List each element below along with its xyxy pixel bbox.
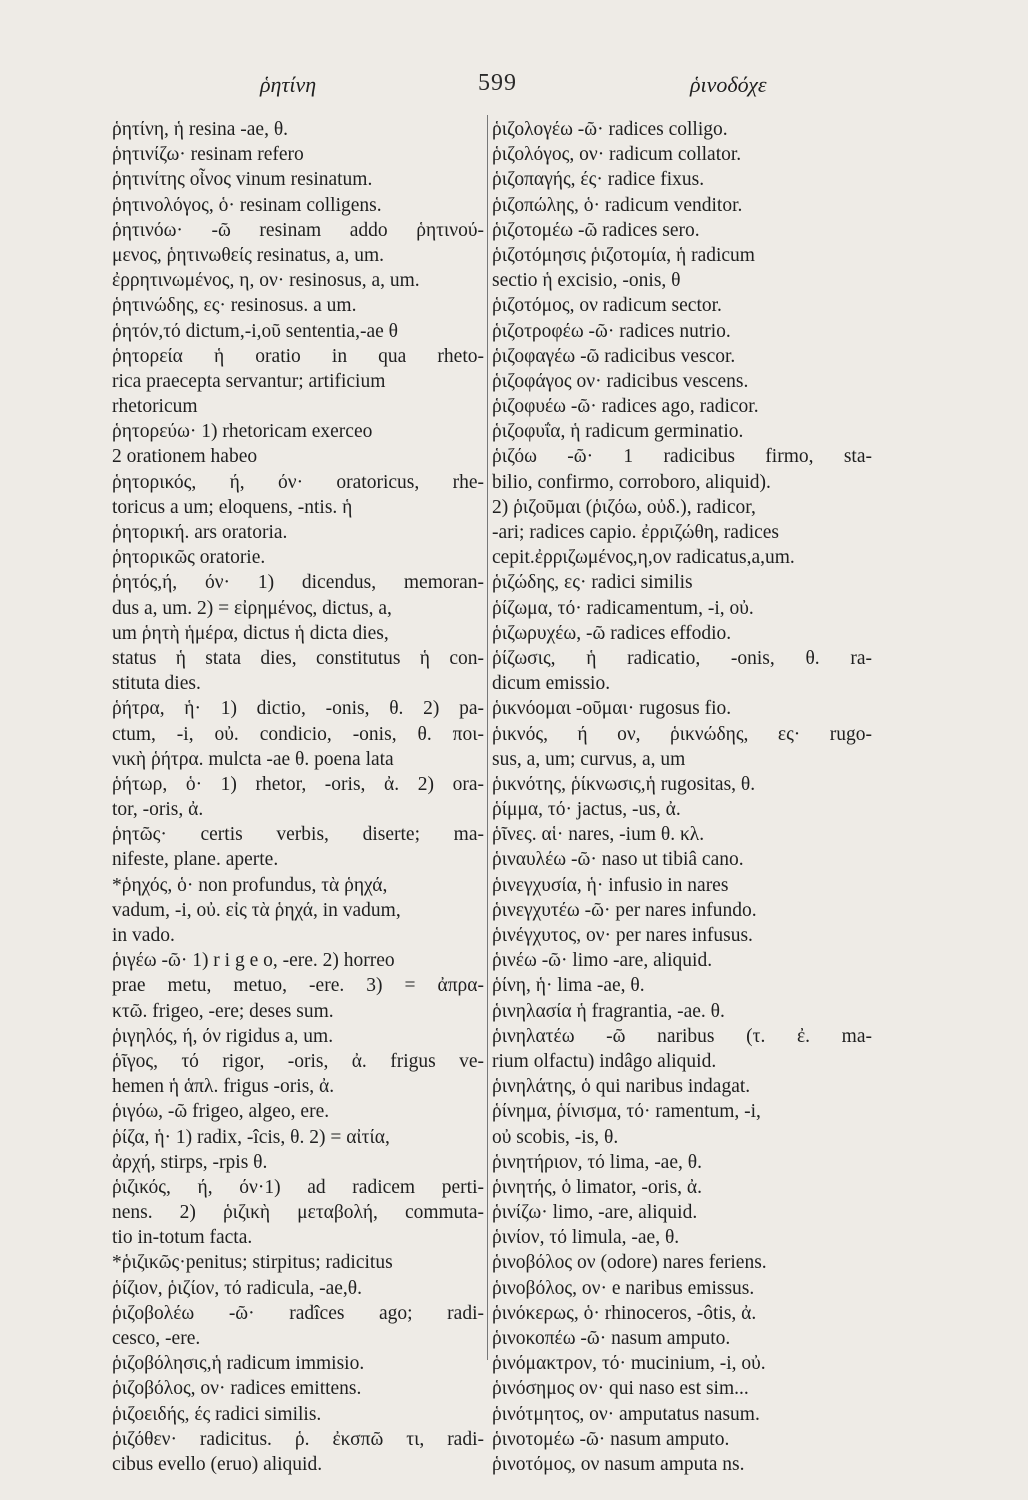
text-line: ῥινέγχυτος, ον· per nares infusus. <box>492 925 753 946</box>
text-line: rium olfactu) indâgo aliquid. <box>492 1050 717 1072</box>
text-line: ῥητινίτης οἶνος vinum resinatum. <box>112 169 373 191</box>
text-line: ῥήτρα, ἡ· 1) dictio, -onis, θ. 2) pa- <box>112 698 484 720</box>
text-line: ῥινηλασία ἡ fragrantia, -ae. θ. <box>492 1000 725 1022</box>
text-line: cesco, -ere. <box>112 1328 201 1349</box>
text-line: ῥιζοτόμησις ῥιζοτομία, ἡ radicum <box>492 244 755 266</box>
text-line: ῥιζοτομέω -ῶ radices sero. <box>492 219 700 241</box>
text-line: *ῥιζικῶς·penitus; stirpitus; radicitus <box>112 1252 393 1274</box>
text-line: ῥιζοφάγος ον· radicibus vescens. <box>492 370 749 392</box>
text-line: μενος, ῥητινωθείς resinatus, a, um. <box>112 244 384 266</box>
text-line: ῥιγηλός, ή, όν rigidus a, um. <box>112 1025 334 1047</box>
text-line: ῥιζοφυέω -ῶ· radices ago, radicor. <box>492 396 759 418</box>
text-line: ῥιζοπαγής, ές· radice fixus. <box>492 169 705 191</box>
text-line: ῥινότμητος, ον· amputatus nasum. <box>492 1403 760 1425</box>
text-line: ctum, -i, οὐ. condicio, -onis, θ. ποι- <box>112 723 484 745</box>
column-divider <box>487 115 488 1360</box>
text-line: ῥινίον, τό limula, -ae, θ. <box>492 1227 680 1249</box>
text-line: nifeste, plane. aperte. <box>112 849 279 871</box>
text-line: ῥῖγος, τό rigor, -oris, ἀ. frigus ve- <box>112 1050 484 1072</box>
text-line: ῥητός,ή, όν· 1) dicendus, memoran- <box>112 572 484 594</box>
text-line: ῥινητήριον, τό lima, -ae, θ. <box>492 1151 702 1173</box>
text-line: ῥινηλατέω -ῶ naribus (τ. ἐ. ma- <box>492 1025 872 1047</box>
text-line: ῥίζα, ἡ· 1) radix, -îcis, θ. 2) = αἰτία, <box>112 1126 390 1148</box>
text-line: dicum emissio. <box>492 673 611 695</box>
page-number: 599 <box>478 70 517 96</box>
text-line: bilio, confirmo, corroboro, aliquid). <box>492 471 771 493</box>
text-line: ῥιζόθεν· radicitus. ῥ. ἐκσπῶ τι, radi- <box>112 1428 484 1450</box>
text-line: ῥινοκοπέω -ῶ· nasum amputo. <box>492 1328 731 1349</box>
text-line: ῥιζοβόλος, ον· radices emittens. <box>112 1378 362 1400</box>
text-line: um ῥητὴ ἡμέρα, dictus ἡ dicta dies, <box>112 622 389 644</box>
text-line: ῥίζωσις, ἡ radicatio, -onis, θ. ra- <box>492 647 872 669</box>
text-line: 2) ῥιζοῦμαι (ῥιζόω, οὐδ.), radicor, <box>492 496 756 518</box>
text-line: ῥιζοτόμος, ον radicum sector. <box>492 295 722 317</box>
text-line: cepit.ἐρριζωμένος,η,ον radicatus,a,um. <box>492 547 795 569</box>
text-line: ῥητίνη, ἡ resina -ae, θ. <box>112 119 289 140</box>
text-line: οὐ scobis, -is, θ. <box>492 1126 619 1148</box>
text-line: ῥητινολόγος, ὁ· resinam colligens. <box>112 194 382 216</box>
text-line: ῥίνη, ἡ· lima -ae, θ. <box>492 975 645 997</box>
text-line: ῥινοτόμος, ον nasum amputa ns. <box>492 1453 745 1475</box>
text-line: tio in-totum facta. <box>112 1227 253 1249</box>
text-line: ῥινεγχυτέω -ῶ· per nares infundo. <box>492 899 757 921</box>
text-line: ῥιζικός, ή, όν·1) ad radicem perti- <box>112 1176 484 1198</box>
left-column <box>112 117 484 1477</box>
text-line: ῥητόν,τό dictum,-i,οῦ sententia,-ae θ <box>112 320 398 342</box>
text-line: rhetoricum <box>112 396 198 418</box>
text-line: ῥητινώδης, ες· resinosus. a um. <box>112 295 357 317</box>
text-line: ῥητορική. ars oratoria. <box>112 522 288 543</box>
text-line: ῥιζοφυΐα, ἡ radicum germinatio. <box>492 421 744 443</box>
text-line: cibus evello (eruo) aliquid. <box>112 1453 323 1475</box>
text-line: ῥινόσημος ον· qui naso est sim... <box>492 1378 749 1400</box>
text-line: -ari; radices capio. ἐρριζώθη, radices <box>492 522 780 543</box>
text-line: ῥιζόω -ῶ· 1 radicibus firmo, sta- <box>492 446 872 468</box>
text-line: in vado. <box>112 925 175 946</box>
text-line: ῥίνημα, ῥίνισμα, τό· ramentum, -i, <box>492 1101 761 1123</box>
text-line: ῥιζωρυχέω, -ῶ radices effodio. <box>492 622 732 644</box>
text-line: ῥητορεύω· 1) rhetoricam exerceo <box>112 421 373 443</box>
text-line: vadum, -i, οὐ. εἰς τὰ ῥηχά, in vadum, <box>112 899 401 921</box>
text-line: ῥιζοβολέω -ῶ· radîces ago; radi- <box>112 1302 484 1324</box>
text-line: ῥικνός, ή ον, ῥικνώδης, ες· rugo- <box>492 723 872 745</box>
text-line: toricus a um; eloquens, -ntis. ἡ <box>112 496 353 518</box>
text-line: ἀρχή, stirps, -rpis θ. <box>112 1151 268 1173</box>
text-line: ῥικνόομαι -οῦμαι· rugosus fio. <box>492 698 732 720</box>
header-right-word: ῥινοδόχε <box>690 72 767 97</box>
text-line: ῥινεγχυσία, ἡ· infusio in nares <box>492 874 729 896</box>
text-line: ῥητινόω· -ῶ resinam addo ῥητινού- <box>112 219 484 241</box>
text-line: ῥινόκερως, ὁ· rhinoceros, -ôtis, ἀ. <box>492 1302 757 1324</box>
text-line: 2 orationem habeo <box>112 446 258 468</box>
text-line: ῥιγόω, -ῶ frigeo, algeo, ere. <box>112 1101 330 1123</box>
text-line: ῥιζολόγος, ον· radicum collator. <box>492 144 742 166</box>
text-line: ῥιγέω -ῶ· 1) r i g e o, -ere. 2) horreo <box>112 950 395 972</box>
text-line: ῥίμμα, τό· jactus, -us, ἀ. <box>492 799 681 821</box>
text-line: ῥίζιον, ῥιζίον, τό radicula, -ae,θ. <box>112 1277 362 1299</box>
text-line: νικὴ ῥήτρα. mulcta -ae θ. poena lata <box>112 748 394 770</box>
text-line: nens. 2) ῥιζικὴ μεταβολή, commuta- <box>112 1202 484 1224</box>
text-line: ῥήτωρ, ὁ· 1) rhetor, -oris, ἀ. 2) ora- <box>112 773 484 795</box>
text-line: ῥητῶς· certis verbis, diserte; ma- <box>112 824 484 846</box>
header-left-word: ῥητίνη <box>260 72 317 97</box>
right-column <box>492 117 872 1477</box>
text-line: ῥιζοφαγέω -ῶ radicibus vescor. <box>492 345 736 367</box>
text-line: ῥιζοτροφέω -ῶ· radices nutrio. <box>492 320 731 342</box>
text-line: ῥινοβόλος ον (odore) nares feriens. <box>492 1252 767 1274</box>
text-line: ῥῖνες. αἱ· nares, -ium θ. κλ. <box>492 824 705 846</box>
text-line: κτῶ. frigeo, -ere; deses sum. <box>112 1000 334 1022</box>
text-line: ῥητορεία ἡ oratio in qua rheto- <box>112 345 484 367</box>
text-line: hemen ἡ ἁπλ. frigus -oris, ἀ. <box>112 1076 335 1098</box>
text-line: ῥινίζω· limo, -are, aliquid. <box>492 1202 698 1224</box>
text-line: rica praecepta servantur; artificium <box>112 370 386 392</box>
text-line: ῥινητής, ὁ limator, -oris, ἀ. <box>492 1176 702 1198</box>
text-line: ῥίζωμα, τό· radicamentum, -i, οὐ. <box>492 597 754 619</box>
text-line: status ἡ stata dies, constitutus ἡ con- <box>112 647 484 669</box>
text-line: sus, a, um; curvus, a, um <box>492 748 686 770</box>
text-line: tor, -oris, ἀ. <box>112 799 204 821</box>
text-line: ῥιζώδης, ες· radici similis <box>492 572 693 594</box>
text-line: ῥινόμακτρον, τό· mucinium, -i, οὐ. <box>492 1353 766 1375</box>
running-head <box>0 62 1028 102</box>
text-line: *ῥηχός, ὁ· non profundus, τὰ ῥηχά, <box>112 874 388 896</box>
text-line: ῥιζοβόλησις,ἡ radicum immisio. <box>112 1353 365 1375</box>
text-line: ῥινοτομέω -ῶ· nasum amputo. <box>492 1428 730 1450</box>
text-line: sectio ἡ excisio, -onis, θ <box>492 270 681 292</box>
text-line: ἐρρητινωμένος, η, ον· resinosus, a, um. <box>112 270 420 292</box>
text-line: dus a, um. 2) = εἰρημένος, dictus, a, <box>112 597 392 619</box>
text-line: ῥικνότης, ῥίκνωσις,ἡ rugositas, θ. <box>492 773 756 795</box>
text-line: stituta dies. <box>112 673 201 695</box>
text-line: ῥιζοειδής, ές radici similis. <box>112 1403 322 1425</box>
text-line: ῥητορικός, ή, όν· oratoricus, rhe- <box>112 471 484 493</box>
text-line: ῥινηλάτης, ὁ qui naribus indagat. <box>492 1076 751 1098</box>
text-line: ῥινέω -ῶ· limo -are, aliquid. <box>492 950 713 972</box>
text-line: ῥιναυλέω -ῶ· naso ut tibiâ cano. <box>492 849 744 871</box>
text-line: prae metu, metuo, -ere. 3) = ἀπρα- <box>112 975 484 997</box>
text-line: ῥιζοπώλης, ὁ· radicum venditor. <box>492 194 743 216</box>
text-line: ῥητορικῶς oratorie. <box>112 547 266 569</box>
text-line: ῥινοβόλος, ον· e naribus emissus. <box>492 1277 755 1299</box>
text-line: ῥιζολογέω -ῶ· radices colligo. <box>492 119 728 140</box>
text-line: ῥητινίζω· resinam refero <box>112 144 304 166</box>
